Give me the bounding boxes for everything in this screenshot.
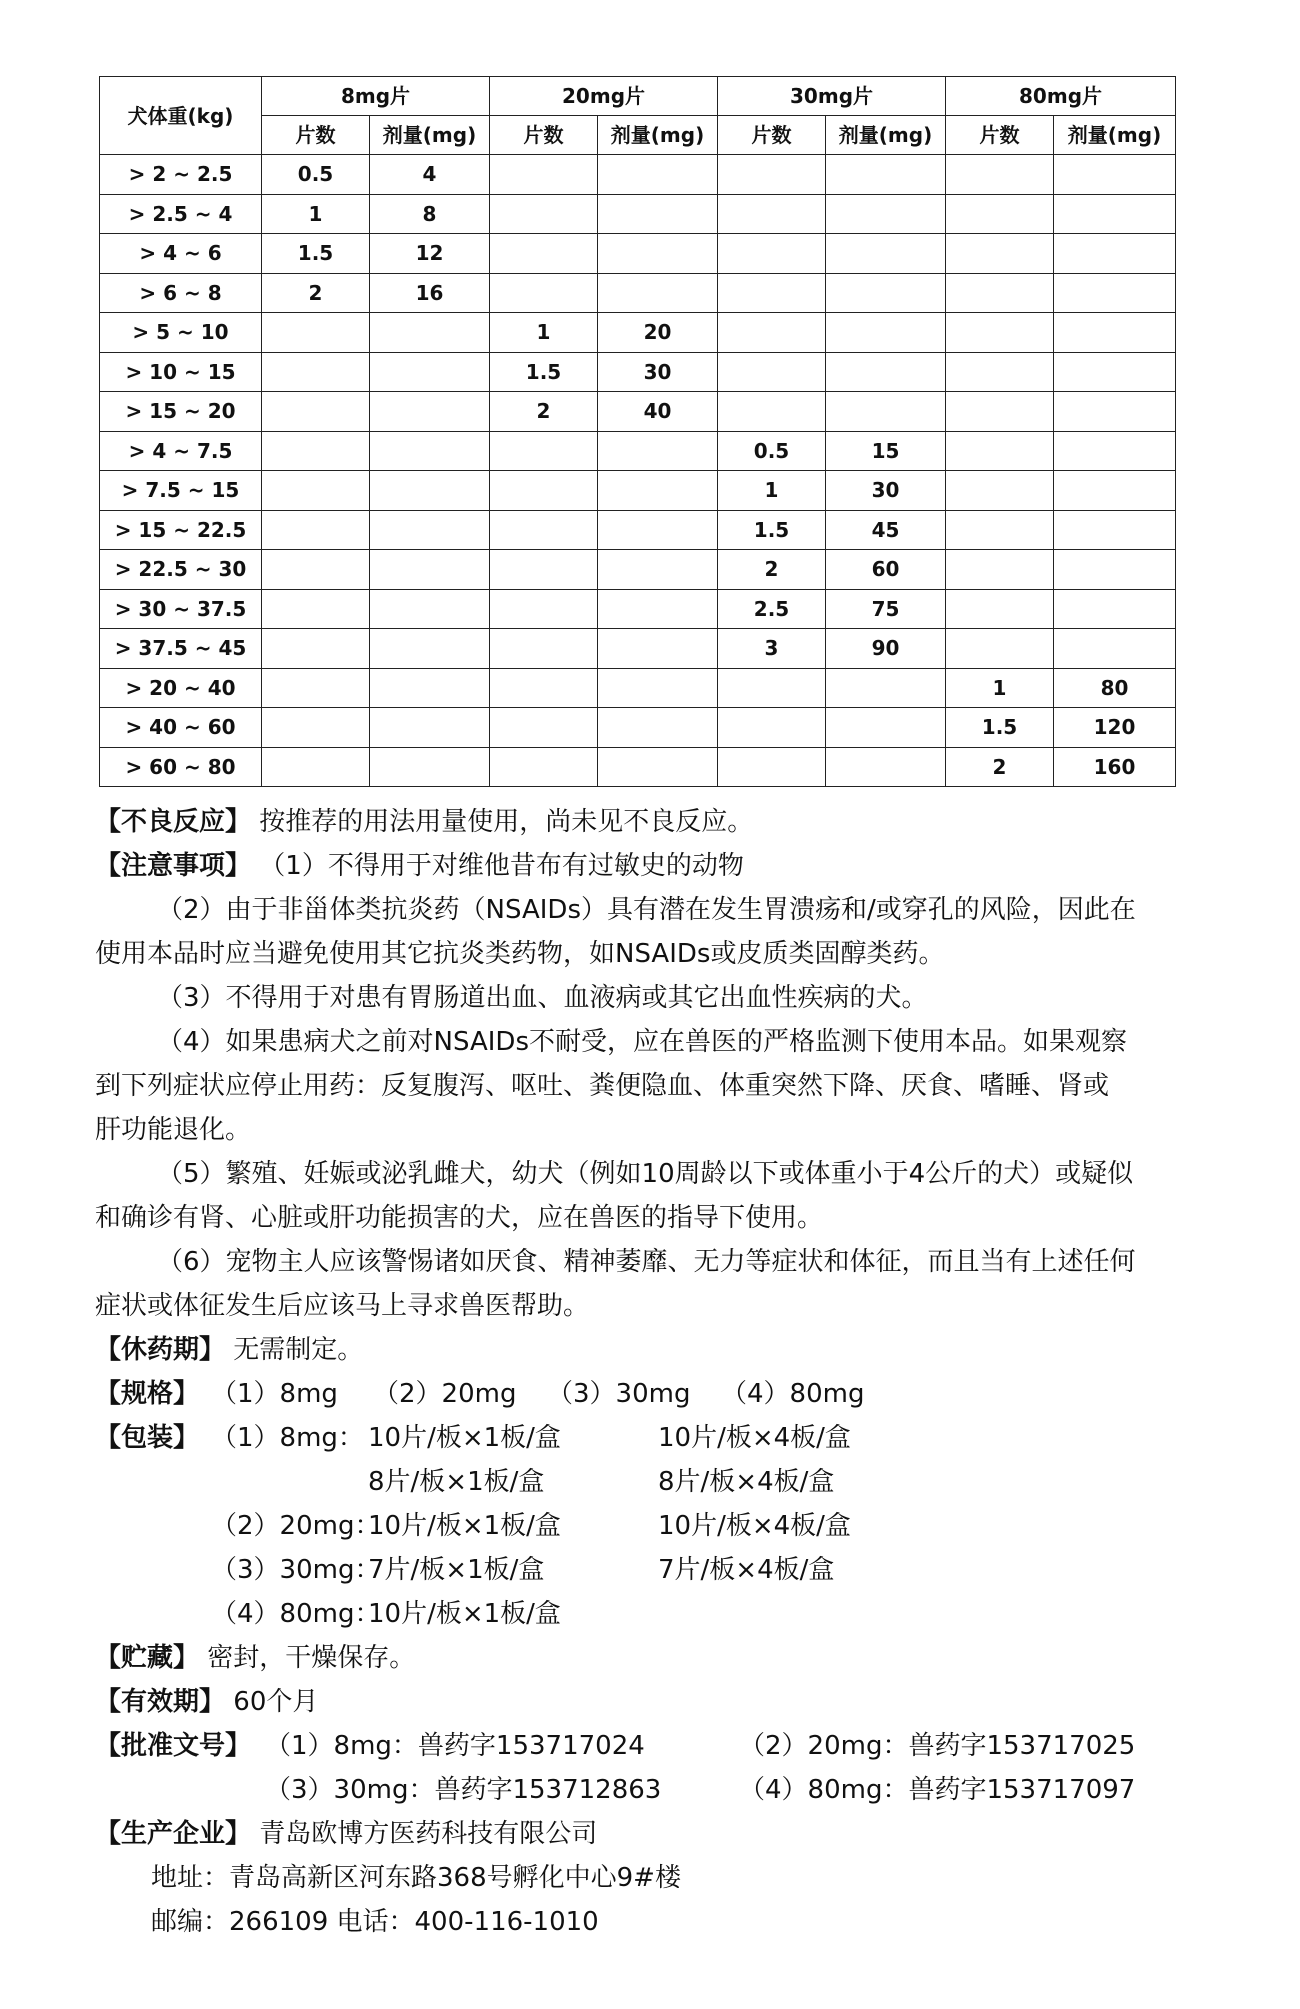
tablets-cell bbox=[490, 589, 598, 629]
table-row bbox=[100, 708, 1176, 748]
dose-cell bbox=[598, 431, 718, 471]
group-header-20mg: 20mg片 bbox=[490, 77, 718, 116]
tablets-cell bbox=[490, 550, 598, 590]
adverse-text: 按推荐的用法用量使用，尚未见不良反应。 bbox=[259, 807, 754, 837]
spec-item: （2）20mg bbox=[373, 1379, 517, 1409]
packaging-option: 10片/板×1板/盒 bbox=[368, 1423, 561, 1453]
precaution-line: 到下列症状应停止用药：反复腹泻、呕吐、粪便隐血、体重突然下降、厌食、嗜睡、肾或 bbox=[95, 1071, 1110, 1101]
packaging-row bbox=[95, 1460, 1200, 1504]
dose-cell bbox=[370, 589, 490, 629]
dose-cell bbox=[598, 155, 718, 195]
tablets-cell bbox=[262, 668, 370, 708]
tablets-cell: 1.5 bbox=[262, 234, 370, 274]
dose-header: 剂量(mg) bbox=[370, 116, 490, 155]
dose-cell bbox=[370, 510, 490, 550]
table-row bbox=[100, 352, 1176, 392]
weight-header: 犬体重(kg) bbox=[100, 77, 262, 155]
weight-range-cell: > 5 ~ 10 bbox=[100, 313, 262, 353]
dose-cell: 60 bbox=[826, 550, 946, 590]
precautions-first bbox=[95, 844, 1200, 888]
weight-range-cell: > 37.5 ~ 45 bbox=[100, 629, 262, 669]
manufacturer-label: 【生产企业】 bbox=[95, 1819, 252, 1849]
tablets-header: 片数 bbox=[490, 116, 598, 155]
dose-cell bbox=[370, 668, 490, 708]
spec-item: （1）8mg bbox=[211, 1379, 338, 1409]
dose-cell: 8 bbox=[370, 194, 490, 234]
spec-label: 【规格】 bbox=[95, 1379, 200, 1409]
storage bbox=[95, 1636, 1200, 1680]
dose-cell bbox=[370, 352, 490, 392]
dose-cell: 75 bbox=[826, 589, 946, 629]
tablets-cell bbox=[262, 708, 370, 748]
dose-cell bbox=[598, 668, 718, 708]
tablets-header: 片数 bbox=[946, 116, 1054, 155]
table-row bbox=[100, 392, 1176, 432]
approval-row bbox=[95, 1724, 1200, 1768]
dose-cell bbox=[1054, 392, 1176, 432]
tablets-cell bbox=[946, 313, 1054, 353]
tablets-cell bbox=[718, 313, 826, 353]
tablets-cell bbox=[262, 431, 370, 471]
tablets-cell bbox=[946, 510, 1054, 550]
table-row bbox=[100, 510, 1176, 550]
table-row bbox=[100, 313, 1176, 353]
packaging-row bbox=[95, 1504, 1200, 1548]
weight-range-cell: > 60 ~ 80 bbox=[100, 747, 262, 787]
table-row bbox=[100, 471, 1176, 511]
packaging-option: 10片/板×4板/盒 bbox=[658, 1423, 851, 1453]
withdrawal-period bbox=[95, 1328, 1200, 1372]
tablets-header: 片数 bbox=[262, 116, 370, 155]
tablets-cell bbox=[946, 194, 1054, 234]
dose-cell: 30 bbox=[826, 471, 946, 511]
adverse-reactions bbox=[95, 800, 1200, 844]
tablets-cell bbox=[946, 352, 1054, 392]
precautions-label: 【注意事项】 bbox=[95, 851, 252, 881]
tablets-cell: 3 bbox=[718, 629, 826, 669]
storage-label: 【贮藏】 bbox=[95, 1643, 200, 1673]
withdrawal-label: 【休药期】 bbox=[95, 1335, 226, 1365]
tablets-cell bbox=[718, 273, 826, 313]
dose-cell bbox=[370, 708, 490, 748]
dose-cell bbox=[1054, 471, 1176, 511]
tablets-cell bbox=[262, 471, 370, 511]
packaging-option: 8片/板×1板/盒 bbox=[368, 1467, 545, 1497]
packaging-option: 7片/板×1板/盒 bbox=[368, 1555, 545, 1585]
dose-cell bbox=[826, 273, 946, 313]
weight-range-cell: > 15 ~ 22.5 bbox=[100, 510, 262, 550]
packaging-name: （3）30mg： bbox=[211, 1555, 381, 1585]
manufacturer-name: 青岛欧博方医药科技有限公司 bbox=[259, 1819, 598, 1849]
dose-cell bbox=[826, 747, 946, 787]
dose-header: 剂量(mg) bbox=[598, 116, 718, 155]
dose-cell bbox=[598, 708, 718, 748]
tablets-cell bbox=[262, 550, 370, 590]
precaution-1: （1）不得用于对维他昔布有过敏史的动物 bbox=[259, 851, 744, 881]
precaution-line: 症状或体征发生后应该马上寻求兽医帮助。 bbox=[95, 1291, 590, 1321]
tablets-cell bbox=[490, 510, 598, 550]
tablets-cell: 1 bbox=[946, 668, 1054, 708]
tablets-cell bbox=[718, 668, 826, 708]
expiry-label: 【有效期】 bbox=[95, 1687, 226, 1717]
dose-cell bbox=[826, 313, 946, 353]
dose-cell: 120 bbox=[1054, 708, 1176, 748]
weight-range-cell: > 2 ~ 2.5 bbox=[100, 155, 262, 195]
dose-cell bbox=[1054, 510, 1176, 550]
packaging-option: 7片/板×4板/盒 bbox=[658, 1555, 835, 1585]
tablets-header: 片数 bbox=[718, 116, 826, 155]
packaging-name: （4）80mg： bbox=[211, 1599, 381, 1629]
group-header-30mg: 30mg片 bbox=[718, 77, 946, 116]
packaging-row bbox=[95, 1416, 1200, 1460]
dose-cell bbox=[598, 471, 718, 511]
tablets-cell: 1 bbox=[262, 194, 370, 234]
precaution-line: （4）如果患病犬之前对NSAIDs不耐受，应在兽医的严格监测下使用本品。如果观察 bbox=[157, 1027, 1127, 1057]
tablets-cell bbox=[490, 155, 598, 195]
withdrawal-text: 无需制定。 bbox=[233, 1335, 364, 1365]
dose-cell: 90 bbox=[826, 629, 946, 669]
tablets-cell bbox=[946, 155, 1054, 195]
group-header-8mg: 8mg片 bbox=[262, 77, 490, 116]
precaution-line: 肝功能退化。 bbox=[95, 1115, 252, 1145]
weight-range-cell: > 15 ~ 20 bbox=[100, 392, 262, 432]
dose-cell bbox=[1054, 431, 1176, 471]
dose-cell bbox=[1054, 589, 1176, 629]
tablets-cell bbox=[946, 589, 1054, 629]
precaution-line: 和确诊有肾、心脏或肝功能损害的犬，应在兽医的指导下使用。 bbox=[95, 1203, 824, 1233]
table-row bbox=[100, 273, 1176, 313]
approval-number: （3）30mg：兽药字153712863 bbox=[265, 1775, 662, 1805]
tablets-cell bbox=[718, 194, 826, 234]
tablets-cell bbox=[946, 550, 1054, 590]
weight-range-cell: > 20 ~ 40 bbox=[100, 668, 262, 708]
tablets-cell: 2.5 bbox=[718, 589, 826, 629]
dose-header: 剂量(mg) bbox=[826, 116, 946, 155]
dose-cell bbox=[1054, 352, 1176, 392]
dose-cell: 12 bbox=[370, 234, 490, 274]
tablets-cell bbox=[946, 629, 1054, 669]
dose-cell bbox=[1054, 194, 1176, 234]
tablets-cell: 1.5 bbox=[490, 352, 598, 392]
dose-cell: 40 bbox=[598, 392, 718, 432]
tablets-cell bbox=[490, 273, 598, 313]
table-row bbox=[100, 668, 1176, 708]
leaflet-text bbox=[95, 800, 1200, 1944]
approval-number: （2）20mg：兽药字153717025 bbox=[739, 1731, 1136, 1761]
weight-range-cell: > 2.5 ~ 4 bbox=[100, 194, 262, 234]
expiry-text: 60个月 bbox=[233, 1687, 319, 1717]
dose-header: 剂量(mg) bbox=[1054, 116, 1176, 155]
dose-cell bbox=[370, 747, 490, 787]
storage-text: 密封，干燥保存。 bbox=[207, 1643, 416, 1673]
packaging-name: （1）8mg： bbox=[211, 1423, 364, 1453]
tablets-cell bbox=[946, 392, 1054, 432]
approval-row bbox=[95, 1768, 1200, 1812]
dose-cell bbox=[598, 194, 718, 234]
weight-range-cell: > 30 ~ 37.5 bbox=[100, 589, 262, 629]
dose-cell: 16 bbox=[370, 273, 490, 313]
table-row bbox=[100, 550, 1176, 590]
packaging-row bbox=[95, 1548, 1200, 1592]
tablets-cell bbox=[946, 273, 1054, 313]
tablets-cell bbox=[490, 471, 598, 511]
dose-cell bbox=[1054, 313, 1176, 353]
precaution-line: （3）不得用于对患有胃肠道出血、血液病或其它出血性疾病的犬。 bbox=[157, 983, 928, 1013]
tablets-cell bbox=[718, 708, 826, 748]
dose-cell: 30 bbox=[598, 352, 718, 392]
group-header-80mg: 80mg片 bbox=[946, 77, 1176, 116]
dose-cell bbox=[826, 155, 946, 195]
table-row bbox=[100, 629, 1176, 669]
tablets-cell bbox=[262, 747, 370, 787]
dose-cell bbox=[826, 708, 946, 748]
packaging-option: 10片/板×1板/盒 bbox=[368, 1599, 561, 1629]
dosage-table-body bbox=[100, 155, 1176, 787]
tablets-cell: 2 bbox=[946, 747, 1054, 787]
tablets-cell bbox=[262, 589, 370, 629]
tablets-cell bbox=[490, 194, 598, 234]
table-row bbox=[100, 155, 1176, 195]
dose-cell bbox=[1054, 273, 1176, 313]
packaging-option: 10片/板×1板/盒 bbox=[368, 1511, 561, 1541]
approval-number: （4）80mg：兽药字153717097 bbox=[739, 1775, 1136, 1805]
tablets-cell: 0.5 bbox=[718, 431, 826, 471]
tablets-cell bbox=[490, 668, 598, 708]
tablets-cell: 1.5 bbox=[718, 510, 826, 550]
weight-range-cell: > 6 ~ 8 bbox=[100, 273, 262, 313]
dose-cell bbox=[370, 629, 490, 669]
weight-range-cell: > 4 ~ 7.5 bbox=[100, 431, 262, 471]
tablets-cell bbox=[490, 234, 598, 274]
expiry bbox=[95, 1680, 1200, 1724]
packaging-option: 8片/板×4板/盒 bbox=[658, 1467, 835, 1497]
dose-cell bbox=[598, 234, 718, 274]
precaution-line: （5）繁殖、妊娠或泌乳雌犬，幼犬（例如10周龄以下或体重小于4公斤的犬）或疑似 bbox=[157, 1159, 1134, 1189]
weight-range-cell: > 10 ~ 15 bbox=[100, 352, 262, 392]
approval-label: 【批准文号】 bbox=[95, 1731, 252, 1761]
tablets-cell bbox=[262, 629, 370, 669]
table-row bbox=[100, 747, 1176, 787]
precaution-line: （6）宠物主人应该警惕诸如厌食、精神萎靡、无力等症状和体征，而且当有上述任何 bbox=[157, 1247, 1136, 1277]
dose-cell bbox=[1054, 550, 1176, 590]
dose-cell: 20 bbox=[598, 313, 718, 353]
table-row bbox=[100, 589, 1176, 629]
dose-cell bbox=[826, 668, 946, 708]
dose-cell: 160 bbox=[1054, 747, 1176, 787]
dose-cell: 4 bbox=[370, 155, 490, 195]
dose-cell bbox=[826, 352, 946, 392]
tablets-cell bbox=[718, 747, 826, 787]
spec-item: （3）30mg bbox=[547, 1379, 691, 1409]
packaging-option: 10片/板×4板/盒 bbox=[658, 1511, 851, 1541]
weight-range-cell: > 4 ~ 6 bbox=[100, 234, 262, 274]
packaging-row bbox=[95, 1592, 1200, 1636]
dose-cell: 45 bbox=[826, 510, 946, 550]
dose-cell: 15 bbox=[826, 431, 946, 471]
tablets-cell bbox=[262, 313, 370, 353]
tablets-cell: 2 bbox=[490, 392, 598, 432]
tablets-cell bbox=[946, 471, 1054, 511]
tablets-cell bbox=[946, 234, 1054, 274]
tablets-cell bbox=[490, 431, 598, 471]
dose-cell bbox=[370, 550, 490, 590]
approval-number: （1）8mg：兽药字153717024 bbox=[265, 1731, 645, 1761]
tablets-cell: 2 bbox=[262, 273, 370, 313]
dose-cell bbox=[598, 747, 718, 787]
table-row bbox=[100, 431, 1176, 471]
dose-cell bbox=[370, 313, 490, 353]
tablets-cell bbox=[718, 155, 826, 195]
dose-cell bbox=[598, 510, 718, 550]
tablets-cell bbox=[262, 510, 370, 550]
precaution-line: 使用本品时应当避免使用其它抗炎类药物，如NSAIDs或皮质类固醇类药。 bbox=[95, 939, 945, 969]
specification bbox=[95, 1372, 1200, 1416]
adverse-label: 【不良反应】 bbox=[95, 807, 252, 837]
dosage-table bbox=[99, 76, 1176, 787]
dose-cell bbox=[1054, 629, 1176, 669]
tablets-cell bbox=[490, 629, 598, 669]
dose-cell: 80 bbox=[1054, 668, 1176, 708]
dose-cell bbox=[826, 392, 946, 432]
packaging-label: 【包装】 bbox=[95, 1423, 200, 1453]
tablets-cell: 1 bbox=[490, 313, 598, 353]
tablets-cell bbox=[718, 234, 826, 274]
table-row bbox=[100, 234, 1176, 274]
tablets-cell: 1.5 bbox=[946, 708, 1054, 748]
dose-cell bbox=[370, 431, 490, 471]
spec-item: （4）80mg bbox=[721, 1379, 865, 1409]
tablets-cell: 0.5 bbox=[262, 155, 370, 195]
manufacturer-address: 地址：青岛高新区河东路368号孵化中心9#楼 bbox=[151, 1863, 681, 1893]
tablets-cell bbox=[262, 352, 370, 392]
tablets-cell bbox=[718, 392, 826, 432]
weight-range-cell: > 22.5 ~ 30 bbox=[100, 550, 262, 590]
dose-cell bbox=[598, 629, 718, 669]
tablets-cell: 2 bbox=[718, 550, 826, 590]
weight-range-cell: > 40 ~ 60 bbox=[100, 708, 262, 748]
dose-cell bbox=[826, 194, 946, 234]
tablets-cell bbox=[262, 392, 370, 432]
dose-cell bbox=[598, 550, 718, 590]
dose-cell bbox=[826, 234, 946, 274]
packaging-name: （2）20mg： bbox=[211, 1511, 381, 1541]
manufacturer bbox=[95, 1812, 1200, 1856]
weight-range-cell: > 7.5 ~ 15 bbox=[100, 471, 262, 511]
dose-cell bbox=[1054, 155, 1176, 195]
tablets-cell bbox=[946, 431, 1054, 471]
manufacturer-contact: 邮编：266109 电话：400-116-1010 bbox=[151, 1907, 599, 1937]
table-row bbox=[100, 194, 1176, 234]
dose-cell bbox=[598, 273, 718, 313]
tablets-cell: 1 bbox=[718, 471, 826, 511]
tablets-cell bbox=[490, 747, 598, 787]
tablets-cell bbox=[718, 352, 826, 392]
precaution-line: （2）由于非甾体类抗炎药（NSAIDs）具有潜在发生胃溃疡和/或穿孔的风险，因此在 bbox=[157, 895, 1136, 925]
tablets-cell bbox=[490, 708, 598, 748]
dose-cell bbox=[1054, 234, 1176, 274]
dose-cell bbox=[370, 392, 490, 432]
dose-cell bbox=[598, 589, 718, 629]
dose-cell bbox=[370, 471, 490, 511]
